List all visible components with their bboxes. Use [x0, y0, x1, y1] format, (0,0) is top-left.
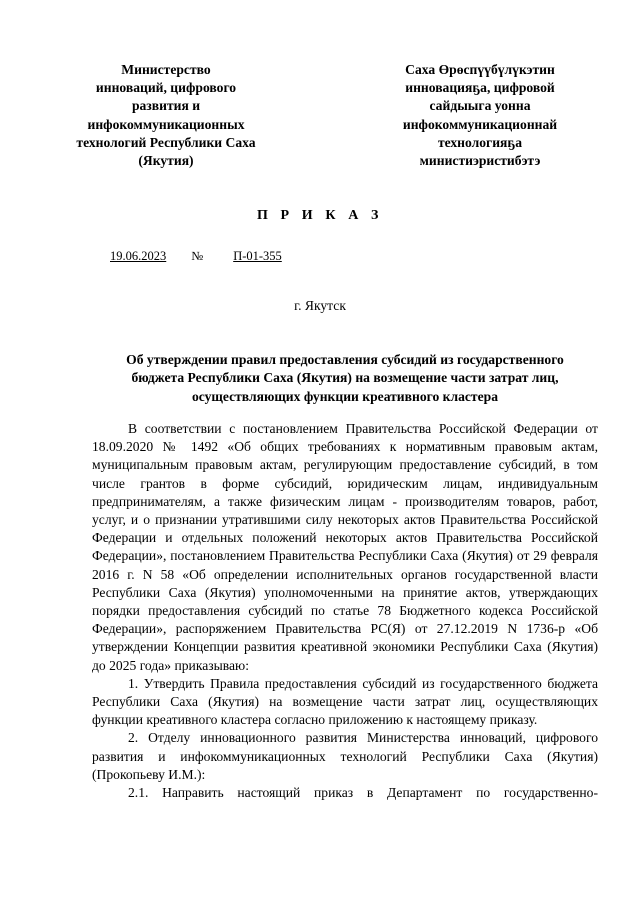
- document-title: Об утверждении правил предоставления субсидий из государственного бюджета Республики Саха (Якутия) на возмещение части затрат лиц, осуществляющих функции креативного кластера: [126, 352, 564, 404]
- document-body: [92, 420, 598, 802]
- ministry-name-yakut: Саха Өрөспүүбүлүкэтин инновацияҕа, цифровой сайдыыга уонна инфокоммуникационнай технологияҕа министиэристибэтэ: [402, 62, 558, 169]
- order-number: П-01-355: [233, 249, 282, 263]
- paragraph-preamble: В соответствии с постановлением Правительства Российской Федерации от 18.09.2020 № 1492 «Об общих требованиях к нормативным правовым актам, муниципальным правовым актам, регулирующим предоставление субсидий, в том числе грантов в форме субсидий, юридическим лицам, индивидуальным предпринимателям, а также физическим лицам - производителям товаров, работ, услуг, и о признании утратившими силу некоторых актов Правительства Российской Федерации и отдельных положений некоторых актов Правительства Российской Федерации», постановлением Правительства Республики Саха (Якутия) от 29 февраля 2016 г. N 58 «Об определении исполнительных органов государственной власти Республики Саха (Якутия) уполномоченными на принятие актов, утверждающих порядки предоставления субсидий по статье 78 Бюджетного кодекса Российской Федерации», распоряжением Правительства РС(Я) от 27.12.2019 N 1736-р «Об утверждении Концепции развития креативной экономики Республики Саха (Якутия) до 2025 года» приказываю:: [92, 421, 598, 673]
- paragraph-item-2: 2. Отделу инновационного развития Министерства инноваций, цифрового развития и инфокоммуникационных технологий Республики Саха (Якутия) (Прокопьеву И.М.):: [92, 730, 598, 782]
- paragraph-item-2-1: 2.1. Направить настоящий приказ в Департамент по государственно-: [128, 785, 598, 801]
- city: г. Якутск: [294, 298, 346, 313]
- document-type: П Р И К А З: [256, 208, 384, 223]
- order-date: 19.06.2023: [110, 249, 167, 263]
- ministry-name-russian: Министерство инноваций, цифрового развития и инфокоммуникационных технологий Республики Саха (Якутия): [76, 62, 256, 169]
- paragraph-item-1: 1. Утвердить Правила предоставления субсидий из государственного бюджета Республики Саха (Якутия) на возмещение части затрат лиц, осуществляющих функции креативного кластера согласно приложению к настоящему приказу.: [92, 675, 598, 728]
- order-meta: [90, 249, 306, 264]
- order-number-sign: №: [191, 249, 204, 263]
